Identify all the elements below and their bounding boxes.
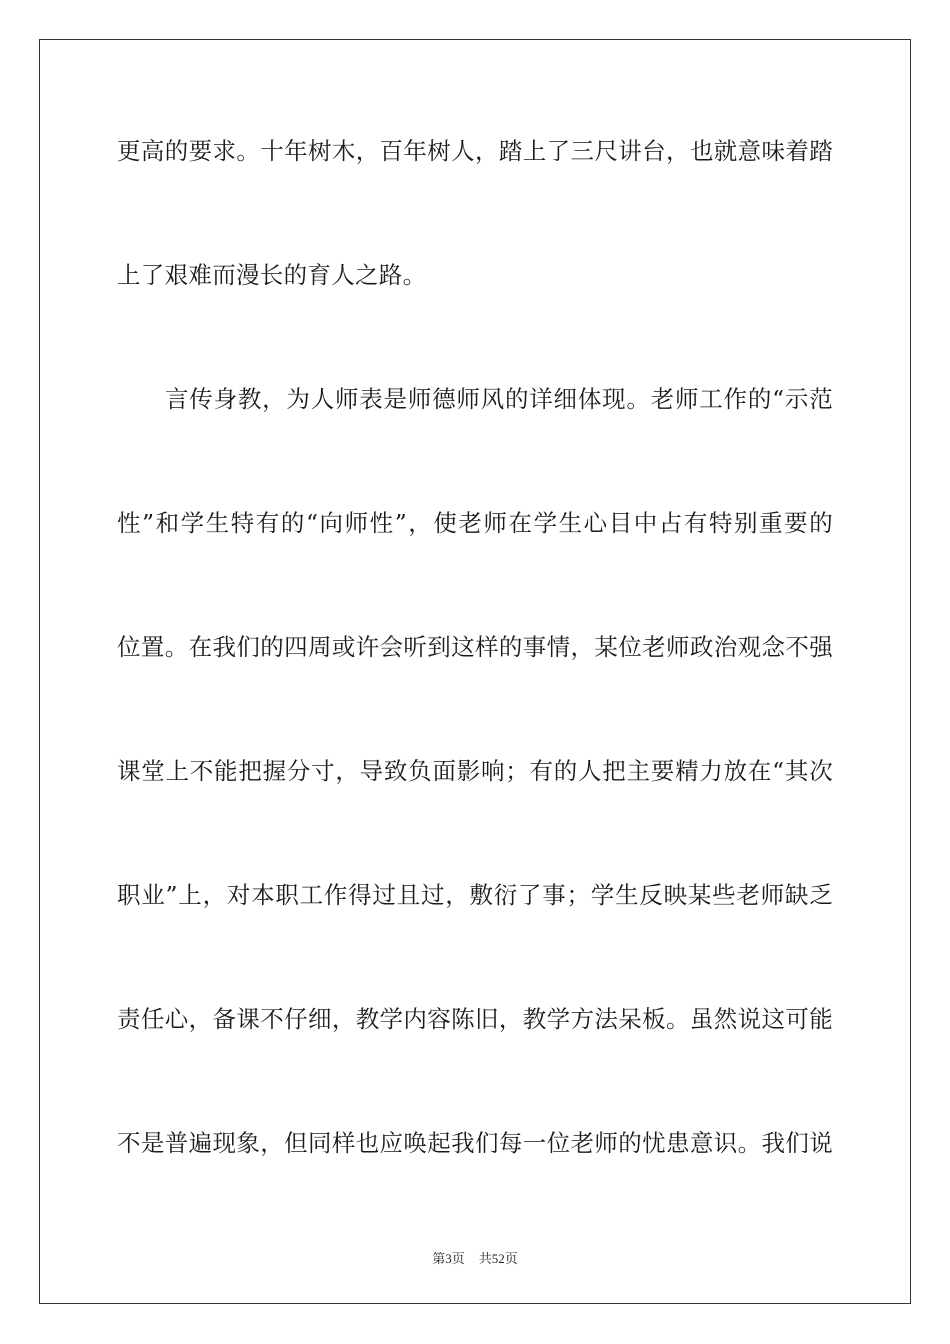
text-line-6: 课堂上不能把握分寸，导致负面影响；有的人把主要精力放在“其次 <box>117 757 833 785</box>
text-line-4: 性”和学生特有的“向师性”，使老师在学生心目中占有特别重要的 <box>117 509 833 537</box>
text-line-5: 位置。在我们的四周或许会听到这样的事情，某位老师政治观念不强 <box>117 633 833 661</box>
text-line-3: 言传身教，为人师表是师德师风的详细体现。老师工作的“示范 <box>165 385 833 413</box>
page-frame <box>39 39 911 1304</box>
page-total: 共52页 <box>478 1251 518 1266</box>
text-line-8: 责任心，备课不仔细，教学内容陈旧，教学方法呆板。虽然说这可能 <box>117 1005 833 1033</box>
page-number: 第3页 <box>432 1251 465 1266</box>
text-line-7: 职业”上，对本职工作得过且过，敷衍了事；学生反映某些老师缺乏 <box>117 881 833 909</box>
text-line-9: 不是普遍现象，但同样也应唤起我们每一位老师的忧患意识。我们说 <box>117 1129 833 1157</box>
text-line-2: 上了艰难而漫长的育人之路。 <box>117 261 427 289</box>
page-footer <box>0 1248 950 1267</box>
text-line-1: 更高的要求。十年树木，百年树人，踏上了三尺讲台，也就意味着踏 <box>117 137 833 165</box>
